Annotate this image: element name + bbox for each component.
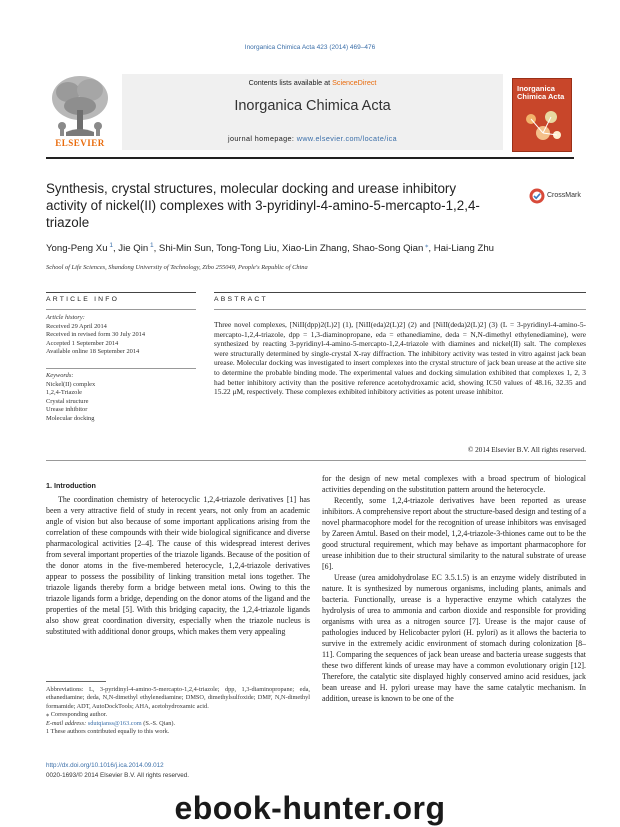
- keyword-list: [46, 381, 196, 424]
- sciencedirect-link[interactable]: ScienceDirect: [332, 78, 377, 87]
- author-name[interactable]: Shao-Song Qian: [352, 243, 424, 255]
- contents-line: [122, 78, 503, 87]
- email-link[interactable]: sdutqianss@163.com: [87, 719, 142, 727]
- article-info-subrule: [46, 309, 196, 310]
- author-affiliation: School of Life Sciences, Shandong University of Technology, Zibo 255049, People's Republic of China: [46, 264, 308, 271]
- right-column: [322, 473, 586, 704]
- intro-paragraph-3: Urease (urea amidohydrolase EC 3.5.1.5) is an enzyme widely distributed in nature. It is synthesized by numerous organisms, including plants, animals and bacteria. Functionally, urease is a hyperactive enzyme which catalyzes the hydrolysis of urea to ammonia and carbon dioxide and responsible for providing organisms with urea as a nitrogen source [7]. Urease is the major cause of pathologies induced by Helicobacter pylori (H. pylori) as it allows the bacteria to survive in the extremely acidic environment of stomach during colonization [8–11]. Comparing the sequences of jack bean urease and bacteria urease suggests that these two different kinds of urease may have a common evolutionary origin [12]. Therefore, the catalytic site displayed highly conserved amino acid residues, jack bean urease and H. pylori urease may have the same catalytic mechanism. In addition, urease is known to be one of the: [322, 573, 586, 703]
- journal-citation-link[interactable]: Inorganica Chimica Acta 423 (2014) 469–476: [244, 44, 376, 51]
- elsevier-tree-logo: [46, 70, 114, 148]
- footnote-rule: [46, 681, 106, 682]
- author-name[interactable]: Shi-Min Sun: [158, 243, 212, 255]
- cover-title: Inorganica Chimica Acta: [517, 84, 565, 101]
- history-item: Available online 18 September 2014: [46, 348, 140, 356]
- author-footnote-mark[interactable]: 1: [107, 242, 113, 249]
- email-footnote: [46, 720, 310, 728]
- elsevier-logo-text: ELSEVIER: [55, 138, 105, 148]
- footnotes: [46, 686, 310, 736]
- author-footnote-mark[interactable]: ⁎: [423, 242, 429, 249]
- left-column: [46, 494, 310, 637]
- keywords-label: Keywords:: [46, 372, 74, 379]
- history-item: Received 29 April 2014: [46, 322, 107, 330]
- history-item: Accepted 1 September 2014: [46, 339, 119, 347]
- keywords-rule: [46, 368, 196, 369]
- article-history: [46, 314, 196, 357]
- contents-prefix: Contents lists available at: [248, 78, 333, 87]
- history-list: [46, 323, 196, 357]
- abstract-text: Three novel complexes, [NiII(dpp)2(L)2] (1), [NiII(eda)2(L)2] (2) and [NiII(deda)2(L)2] (3) (L = 3-pyridinyl-4-amino-5-mercapto-1,2,4-triazole, dpp = 1,3-diaminopropane, eda = ethanediamine, deda = N,N-dimethyl ethylenediamine), were synthesized by reacting 3-pyridinyl-4-amino-5-mercapto-1,2,4-triazole with diamines and nickel(II) salt. The complexes were structurally determined by single-crystal X-ray diffraction. The inhibitory activity was tested in vitro against jack bean urease. Molecular docking was investigated to insert complexes into the crystal structure of jack bean urease at the active site to determine the probable binding mode. The experimental values and docking simulation exhibited that complexes 1, 2, 3 had better inhibitory activity than the positive reference acetohydroxamic acid, showing IC50 values of 48.16, 32.35 and 15.22 μM, respectively. These complexes exhibited inhibitory activities as potent urease inhibitor.: [214, 320, 586, 397]
- abbreviations-footnote: Abbreviations: L, 3-pyridinyl-4-amino-5-mercapto-1,2,4-triazole; dpp, 1,3-diaminopropane; eda, ethanediamine; deda, N,N-dimethyl ethylenediamine; DMSO, dimethylsulfoxide; DMF, N,N-dimethyl formamide; ADT, AutoDockTools; AHA, acetohydroxamic acid.: [46, 686, 310, 710]
- equal-contribution-note: 1 These authors contributed equally to this work.: [46, 728, 170, 736]
- author-name[interactable]: Yong-Peng Xu: [46, 243, 108, 255]
- author-name[interactable]: Tong-Tong Liu: [216, 243, 277, 255]
- header-divider: [46, 157, 574, 159]
- author-footnote-mark[interactable]: 1: [148, 242, 154, 249]
- email-suffix: (S.-S. Qian).: [141, 719, 176, 727]
- keyword-item: 1,2,4-Triazole: [46, 389, 82, 397]
- history-item: Received in revised form 30 July 2014: [46, 331, 146, 339]
- abstract-copyright: © 2014 Elsevier B.V. All rights reserved.: [467, 446, 586, 454]
- journal-cover-thumbnail[interactable]: [512, 78, 572, 152]
- keyword-item: Crystal structure: [46, 397, 89, 405]
- homepage-prefix: journal homepage:: [227, 134, 297, 143]
- cover-molecule-image: [521, 107, 565, 145]
- intro-paragraph-2: Recently, some 1,2,4-triazole derivatives have been reported as urease inhibitors. A comprehensive report about the structure-based design and testing of a novel pharmacophore model for the recognition of urease inhibitors was envisaged by Zareen Amtul. Based on their model, 1,2,4-triazole-3-thiones came out to be the good structural requirement, which may behave as important pharmacophore for urease inhibition due to their structural similarity to the natural substrate of urease [6].: [322, 496, 586, 571]
- article-info-rule: [46, 292, 196, 293]
- history-label: Article history:: [46, 314, 85, 321]
- journal-title: Inorganica Chimica Acta: [234, 98, 391, 114]
- keyword-item: Nickel(II) complex: [46, 380, 96, 388]
- author-list: Yong-Peng Xu $^1$, Jie Qin $^1$, Shi-Min Sun, Tong-Tong Liu, Xiao-Lin Zhang, Shao-Song Qian ⁎, Hai-Liang Zhu: [46, 242, 495, 255]
- abstract-subrule: [214, 309, 586, 310]
- issn-line: 0020-1693/© 2014 Elsevier B.V. All rights reserved.: [46, 772, 190, 779]
- abstract-heading: ABSTRACT: [214, 296, 268, 303]
- author-name[interactable]: Xiao-Lin Zhang: [281, 243, 348, 255]
- doi-link[interactable]: http://dx.doi.org/10.1016/j.ica.2014.09.012: [46, 762, 164, 769]
- keywords-block: [46, 372, 196, 424]
- journal-homepage: [122, 134, 503, 143]
- article-info-heading: ARTICLE INFO: [46, 296, 120, 303]
- author-name[interactable]: Hai-Liang Zhu: [433, 243, 495, 255]
- keyword-item: Molecular docking: [46, 414, 95, 422]
- homepage-url-link[interactable]: www.elsevier.com/locate/ica: [296, 134, 398, 143]
- keyword-item: Urease inhibitor: [46, 406, 88, 414]
- email-label: E-mail address:: [46, 719, 88, 727]
- author-name[interactable]: Jie Qin: [118, 243, 149, 255]
- intro-paragraph-continued: for the design of new metal complexes with a broad spectrum of biological activities depending on the substitution pattern around the heterocycle.: [322, 474, 586, 494]
- introduction-heading: 1. Introduction: [46, 481, 96, 490]
- corresponding-author-note: ⁎ Corresponding author.: [46, 711, 108, 719]
- crossmark-badge[interactable]: [527, 186, 587, 208]
- crossmark-icon: [529, 188, 545, 204]
- crossmark-label: CrossMark: [547, 192, 581, 199]
- watermark-text: ebook-hunter.org: [174, 790, 446, 826]
- abstract-bottom-rule: [46, 460, 586, 461]
- intro-paragraph-1: The coordination chemistry of heterocyclic 1,2,4-triazole derivatives [1] has been a very attractive field of study in recent years, not only from an academic angle of vision but also because of some important applications arising from the correlation of these compounds with their wide biological significance and diverse pharmacological activities [2–4]. The cause of this widespread interest derives from several important properties of the triazole ligands. Because of the position of the donor atoms in the five-membered heterocycle, 1,2,4-triazole derivatives appear to possess the possibility of linking transition metal ions together. The triazole ligands thereby form a bridge between metal ions. Owing to this the triazole ligands form a bridge, depending on the donor atoms of the ligand and the properties of the metal [5]. With this bridging capacity, the 1,2,4-triazole ligands also show great coordination diversity, especially when the triazole nucleus is substituted with additional donor groups, which makes them very appealing: [46, 495, 310, 636]
- article-title: Synthesis, crystal structures, molecular docking and urease inhibitory activity of nickel(II) complexes with 3-pyridinyl-4-amino-5-mercapto-1,2,4-triazole: [46, 181, 480, 230]
- abstract-rule: [214, 292, 586, 293]
